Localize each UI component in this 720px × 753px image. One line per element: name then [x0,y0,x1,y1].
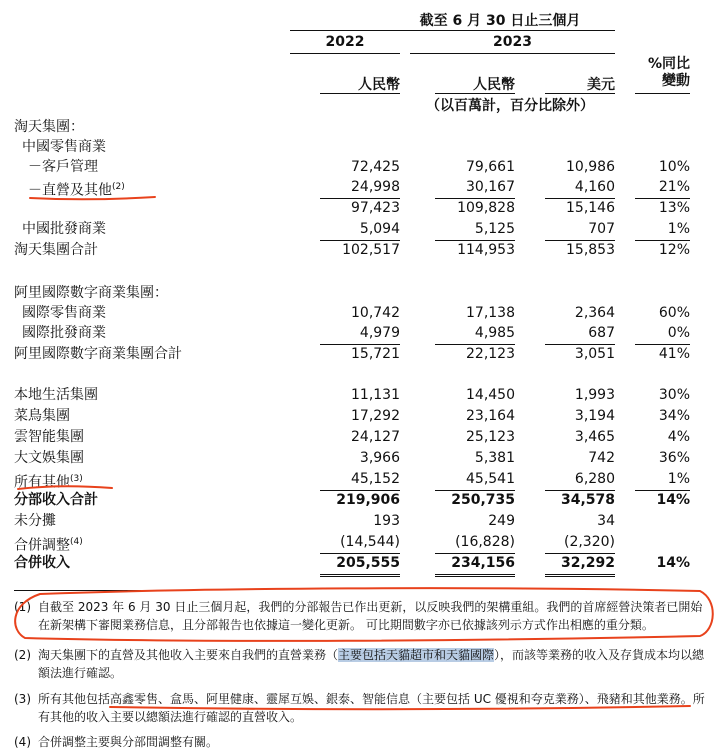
cell-usd: 1,993 [574,387,615,403]
cell-2022: 24,998 [351,179,400,195]
footnote-number: (3) [14,692,31,706]
usd-2023-header: 美元 [587,77,615,93]
cell-usd: 34 [597,513,615,529]
cell-yoy: 0% [667,325,690,341]
cell-2022: 11,131 [351,387,400,403]
footnote-number: (4) [14,735,31,749]
row-label: 中國批發商業 [22,221,106,237]
cell-usd: 2,364 [574,305,615,321]
cell-usd: 687 [588,325,615,341]
cell-2023: 45,541 [466,471,515,487]
cell-yoy: 60% [658,305,690,321]
cell-2023: 30,167 [466,179,515,195]
cell-2022: 17,292 [351,408,400,424]
cell-2023: 22,123 [466,346,515,362]
cell-2022: 24,127 [351,429,400,445]
cell-2022: 3,966 [359,450,400,466]
cell-yoy: 14% [656,555,690,571]
cell-2023: 14,450 [466,387,515,403]
cell-2023: (16,828) [455,534,515,550]
footnote-number: (1) [14,600,31,614]
cell-yoy: 1% [667,221,690,237]
row-label: 國際批發商業 [22,325,106,341]
cell-usd: 15,853 [566,242,615,258]
cell-2023: 250,735 [451,492,515,508]
footnote-text: 合併調整主要與分部間調整有關。 [38,735,219,749]
cell-yoy: 4% [667,429,690,445]
red-underline-footnote-3 [110,706,690,709]
cell-2022: 72,425 [351,159,400,175]
cell-usd: 6,280 [574,471,615,487]
row-label: 阿里國際數字商業集團： [14,285,168,301]
cell-2022: 45,152 [351,471,400,487]
cell-2022: 219,906 [336,492,400,508]
cell-2023: 5,381 [474,450,515,466]
footnote-text: 所有其他包括高鑫零售、盒馬、阿里健康、靈犀互娛、銀泰、智能信息（主要包括 UC 優視和夸克業務）、飛豬和其他業務。所有其他的收入主要以總額法進行確認的直營收入。 [38,692,705,724]
cell-usd: 32,292 [560,555,615,571]
red-circle-footnote-1 [15,588,713,641]
cell-usd: 10,986 [566,159,615,175]
footnote-text-after: ），而該等業務的收入及存貨成本均以總額法進行確認。 [38,648,705,680]
cell-2022: 4,979 [359,325,400,341]
cell-yoy: 41% [658,346,690,362]
highlighted-text: 主要包括天貓超市和天貓國際 [338,648,495,662]
red-underline-all-others [18,486,112,489]
footnote-ref: (2) [112,182,125,192]
row-label-text: 所有其他 [14,474,70,491]
cell-2022: 97,423 [351,200,400,216]
cell-usd: 3,051 [574,346,615,362]
cell-yoy: 36% [658,450,690,466]
row-label: 大文娛集團 [14,450,84,466]
row-label: 本地生活集團 [14,387,98,403]
row-label-text: 合併調整 [14,537,70,554]
cell-yoy: 12% [658,242,690,258]
cell-2022: 102,517 [342,242,400,258]
cell-2023: 23,164 [466,408,515,424]
cell-2023: 4,985 [474,325,515,341]
row-label: 淘天集團合計 [14,242,98,258]
footnote-text-before: 淘天集團下的直營及其他收入主要來自我們的直營業務（ [38,648,339,662]
year-2022-header: 2022 [325,34,365,50]
cell-yoy: 34% [658,408,690,424]
cell-2023: 25,123 [466,429,515,445]
cell-usd: (2,320) [563,534,615,550]
row-label: 國際零售商業 [22,305,106,321]
row-label: 分部收入合計 [14,492,98,508]
yoy-header-line2: 變動 [662,73,690,89]
cell-yoy: 10% [658,159,690,175]
row-label: 菜鳥集團 [14,408,70,424]
year-2023-header: 2023 [493,34,532,50]
row-label: 未分攤 [14,513,56,529]
unit-note: （以百萬計，百分比除外） [426,98,594,114]
cell-2022: 5,094 [359,221,400,237]
cell-usd: 15,146 [566,200,615,216]
cell-2022: (14,544) [340,534,400,550]
footnote-number: (2) [14,648,31,662]
row-label: 中國零售商業 [22,139,106,155]
row-label: 阿里國際數字商業集團合計 [14,346,182,362]
cell-2022: 10,742 [351,305,400,321]
cell-yoy: 13% [658,200,690,216]
red-underline-direct-sales [30,197,155,199]
cell-2023: 249 [488,513,515,529]
cell-usd: 34,578 [560,492,615,508]
yoy-header-line1: %同比 [647,56,690,72]
rmb-2023-header: 人民幣 [473,77,515,93]
cell-2023: 114,953 [457,242,515,258]
row-label: 雲智能集團 [14,429,84,445]
cell-usd: 3,465 [574,429,615,445]
cell-usd: 742 [588,450,615,466]
row-label: 淘天集團： [14,119,84,135]
cell-usd: 4,160 [574,179,615,195]
cell-usd: 3,194 [574,408,615,424]
cell-yoy: 1% [667,471,690,487]
row-label: －客戶管理 [28,159,98,175]
cell-yoy: 30% [658,387,690,403]
cell-2023: 79,661 [466,159,515,175]
cell-yoy: 14% [656,492,690,508]
cell-2023: 109,828 [457,200,515,216]
cell-2022: 15,721 [351,346,400,362]
footnote-ref: (4) [70,537,83,547]
cell-2023: 234,156 [451,555,515,571]
footnote-ref: (3) [70,474,83,484]
cell-2022: 193 [373,513,400,529]
row-label-text: －直營及其他 [28,182,112,199]
cell-2023: 17,138 [466,305,515,321]
rmb-2022-header: 人民幣 [358,77,400,93]
cell-2023: 5,125 [474,221,515,237]
cell-usd: 707 [588,221,615,237]
cell-2022: 205,555 [336,555,400,571]
cell-yoy: 21% [658,179,690,195]
row-label: 合併收入 [14,555,70,571]
footnote-text: 自截至 2023 年 6 月 30 日止三個月起，我們的分部報告已作出更新，以反映我們的架構重組。我們的首席經營決策者已開始在新架構下審閱業務信息，且分部報告也依據這一變化更新。 可比期間數字亦已依據該列示方式作出相應的重分類。 [38,600,703,632]
period-header: 截至 6 月 30 日止三個月 [419,13,581,29]
